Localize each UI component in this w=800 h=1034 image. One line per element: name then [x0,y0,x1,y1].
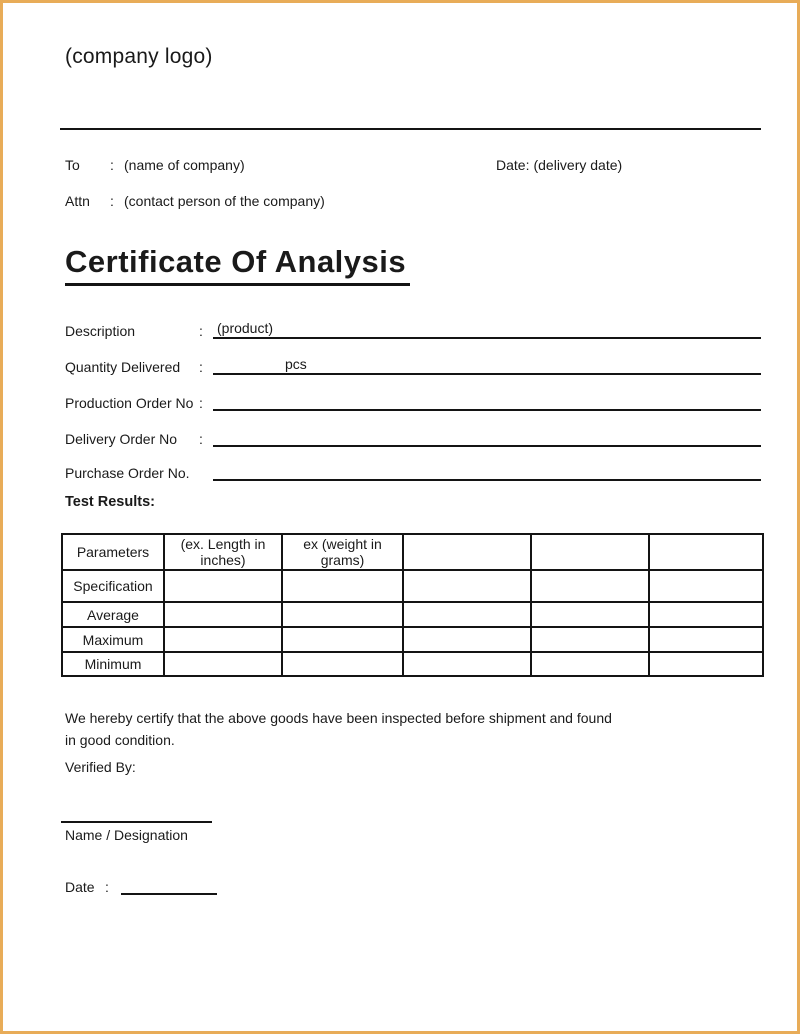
table-cell [403,602,531,627]
table-cell [164,652,282,676]
page-title: Certificate Of Analysis [65,244,410,286]
field-delivery-order-no [65,425,761,447]
field-production-order-no [65,389,761,411]
certification-line-1: We hereby certify that the above goods have been inspected before shipment and found [65,710,612,726]
date-field-colon: : [105,879,109,895]
table-cell [649,652,763,676]
field-description [65,317,761,339]
table-cell [403,627,531,652]
to-value: (name of company) [124,157,245,173]
field-value: (product) [217,320,274,336]
field-quantity-delivered [65,353,761,375]
field-label: Quantity Delivered [65,359,181,375]
attn-row [65,193,325,209]
table-row-label: Minimum [62,652,164,676]
table-header-cell: Parameters [62,534,164,570]
field-label: Delivery Order No [65,431,178,447]
table-row-maximum [62,627,763,652]
table-cell [282,652,403,676]
to-colon: : [110,157,114,173]
table-row-minimum [62,652,763,676]
attn-value: (contact person of the company) [124,193,325,209]
table-cell [649,602,763,627]
table-cell [164,602,282,627]
signature-caption: Name / Designation [65,827,188,843]
table-row-specification [62,570,763,602]
date-value: (delivery date) [533,157,623,173]
attn-colon: : [110,193,114,209]
date-signature-row [65,875,217,895]
date-field-label: Date [65,879,95,895]
certification-statement [65,707,612,751]
table-cell [531,602,649,627]
table-cell [164,570,282,602]
field-colon: : [199,431,203,447]
field-blank-line [213,444,761,447]
field-purchase-order-no [65,459,761,481]
field-blank-line [213,320,761,339]
field-value: pcs [285,356,307,372]
table-cell [403,570,531,602]
field-blank-line [213,478,761,481]
field-blank-line [213,356,761,375]
field-label: Purchase Order No. [65,465,190,481]
table-cell [649,627,763,652]
table-header-cell: (ex. Length in inches) [164,534,282,570]
table-cell [282,570,403,602]
attn-label: Attn [65,193,90,209]
signature-line [61,821,212,823]
company-logo-placeholder: (company logo) [65,45,213,68]
table-header-cell [403,534,531,570]
table-row-label: Specification [62,570,164,602]
verified-by-label: Verified By: [65,759,136,775]
table-row-average [62,602,763,627]
table-cell [649,570,763,602]
table-cell [531,652,649,676]
header-divider [60,128,761,130]
field-label: Description [65,323,136,339]
field-colon: : [199,323,203,339]
table-cell [282,627,403,652]
field-blank-line [213,408,761,411]
to-label: To [65,157,80,173]
table-cell [531,627,649,652]
table-header-row [62,534,763,570]
date-label: Date: [496,157,530,173]
table-cell [403,652,531,676]
table-header-cell [531,534,649,570]
table-cell [164,627,282,652]
date-blank-line [121,877,217,895]
field-label: Production Order No [65,395,194,411]
table-row-label: Maximum [62,627,164,652]
field-colon: : [199,359,203,375]
test-results-heading: Test Results: [65,494,155,510]
table-row-label: Average [62,602,164,627]
to-row [65,157,245,173]
table-header-cell: ex (weight in grams) [282,534,403,570]
test-results-table [61,533,764,677]
table-cell [282,602,403,627]
table-header-cell [649,534,763,570]
certification-line-2: in good condition. [65,732,175,748]
date-row [496,157,622,173]
table-cell [531,570,649,602]
field-colon: : [199,395,203,411]
